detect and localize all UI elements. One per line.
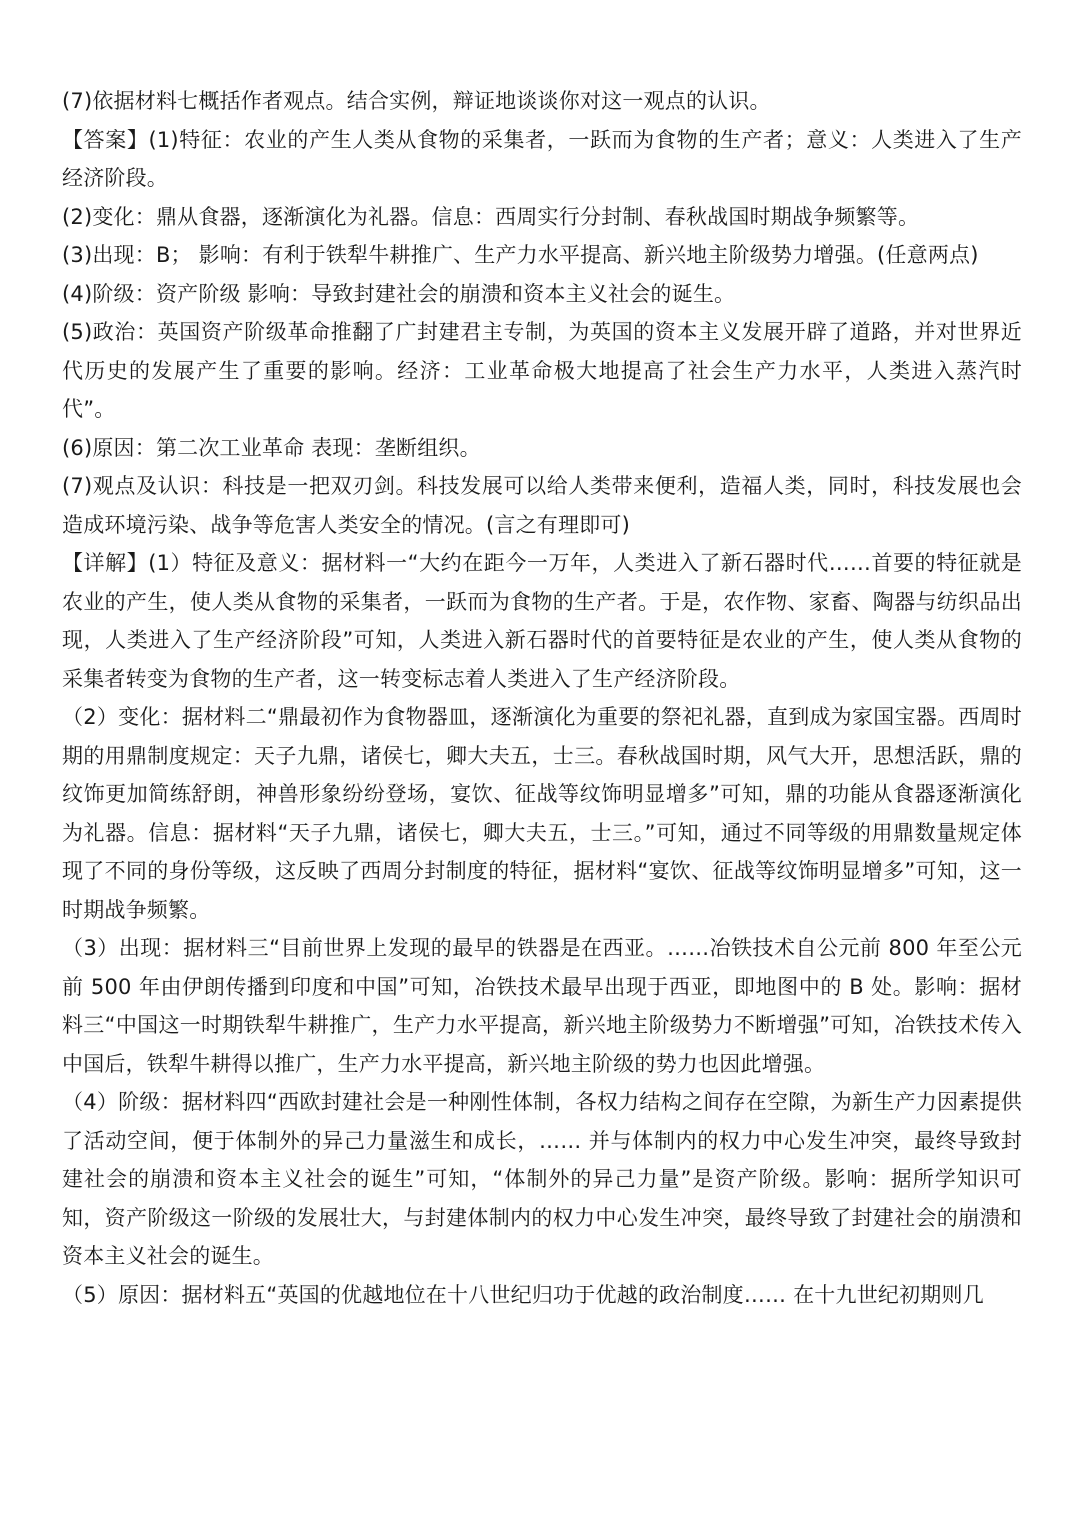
explanation-1: 【详解】(1）特征及意义：据材料一“大约在距今一万年，人类进入了新石器时代……首要的特征就是农业的产生，使人类从食物的采集者，一跃而为食物的生产者。于是，农作物、家畜、陶器与纺织品出现，人类进入了生产经济阶段”可知，人类进入新石器时代的首要特征是农业的产生，使人类从食物的采集者转变为食物的生产者，这一转变标志着人类进入了生产经济阶段。 [62, 551, 1022, 691]
explanation-2: （2）变化：据材料二“鼎最初作为食物器皿，逐渐演化为重要的祭祀礼器，直到成为家国宝器。西周时期的用鼎制度规定：天子九鼎，诸侯七，卿大夫五，士三。春秋战国时期，风气大开，思想活跃，鼎的纹饰更加简练舒朗，神兽形象纷纷登场，宴饮、征战等纹饰明显增多”可知，鼎的功能从食器逐渐演化为礼器。信息：据材料“天子九鼎，诸侯七，卿大夫五，士三。”可知，通过不同等级的用鼎数量规定体现了不同的身份等级，这反映了西周分封制度的特征，据材料“宴饮、征战等纹饰明显增多”可知，这一时期战争频繁。 [62, 705, 1022, 922]
answer-2: (2)变化：鼎从食器，逐渐演化为礼器。信息：西周实行分封制、春秋战国时期战争频繁等。 [62, 204, 920, 229]
question-7: (7)依据材料七概括作者观点。结合实例，辩证地谈谈你对这一观点的认识。 [62, 89, 771, 113]
answer-3: (3)出现：B； 影响：有利于铁犁牛耕推广、生产力水平提高、新兴地主阶级势力增强。(任意两点) [62, 243, 979, 267]
answer-4: (4)阶级：资产阶级 影响：导致封建社会的崩溃和资本主义社会的诞生。 [62, 281, 736, 306]
answer-5: (5)政治：英国资产阶级革命推翻了广封建君主专制，为英国的资本主义发展开辟了道路，并对世界近代历史的发展产生了重要的影响。经济：工业革命极大地提高了社会生产力水平，人类进入蒸汽时代”。 [62, 320, 1022, 421]
document-page [62, 82, 1022, 1314]
answer-1: 【答案】(1)特征：农业的产生人类从食物的采集者，一跃而为食物的生产者；意义：人类进入了生产经济阶段。 [62, 127, 1022, 190]
answer-7: (7)观点及认识：科技是一把双刃剑。科技发展可以给人类带来便利，造福人类，同时，科技发展也会造成环境污染、战争等危害人类安全的情况。(言之有理即可) [62, 474, 1022, 537]
explanation-3: （3）出现：据材料三“目前世界上发现的最早的铁器是在西亚。……冶铁技术自公元前 800 年至公元前 500 年由伊朗传播到印度和中国”可知，冶铁技术最早出现于西亚，即地图中的 B 处。影响：据材料三“中国这一时期铁犁牛耕推广，生产力水平提高，新兴地主阶级势力不断增强”可知，冶铁技术传入中国后，铁犁牛耕得以推广，生产力水平提高，新兴地主阶级的势力也因此增强。 [62, 936, 1022, 1076]
answer-6: (6)原因：第二次工业革命 表现：垄断组织。 [62, 435, 481, 460]
explanation-4: （4）阶级：据材料四“西欧封建社会是一种刚性体制，各权力结构之间存在空隙，为新生产力因素提供了活动空间，便于体制外的异己力量滋生和成长，…… 并与体制内的权力中心发生冲突，最终导致封建社会的崩溃和资本主义社会的诞生”可知，“体制外的异己力量”是资产阶级。影响：据所学知识可知，资产阶级这一阶级的发展壮大，与封建体制内的权力中心发生冲突，最终导致了封建社会的崩溃和资本主义社会的诞生。 [62, 1090, 1022, 1268]
explanation-5: （5）原因：据材料五“英国的优越地位在十八世纪归功于优越的政治制度…… 在十九世纪初期则几 [62, 1282, 984, 1307]
